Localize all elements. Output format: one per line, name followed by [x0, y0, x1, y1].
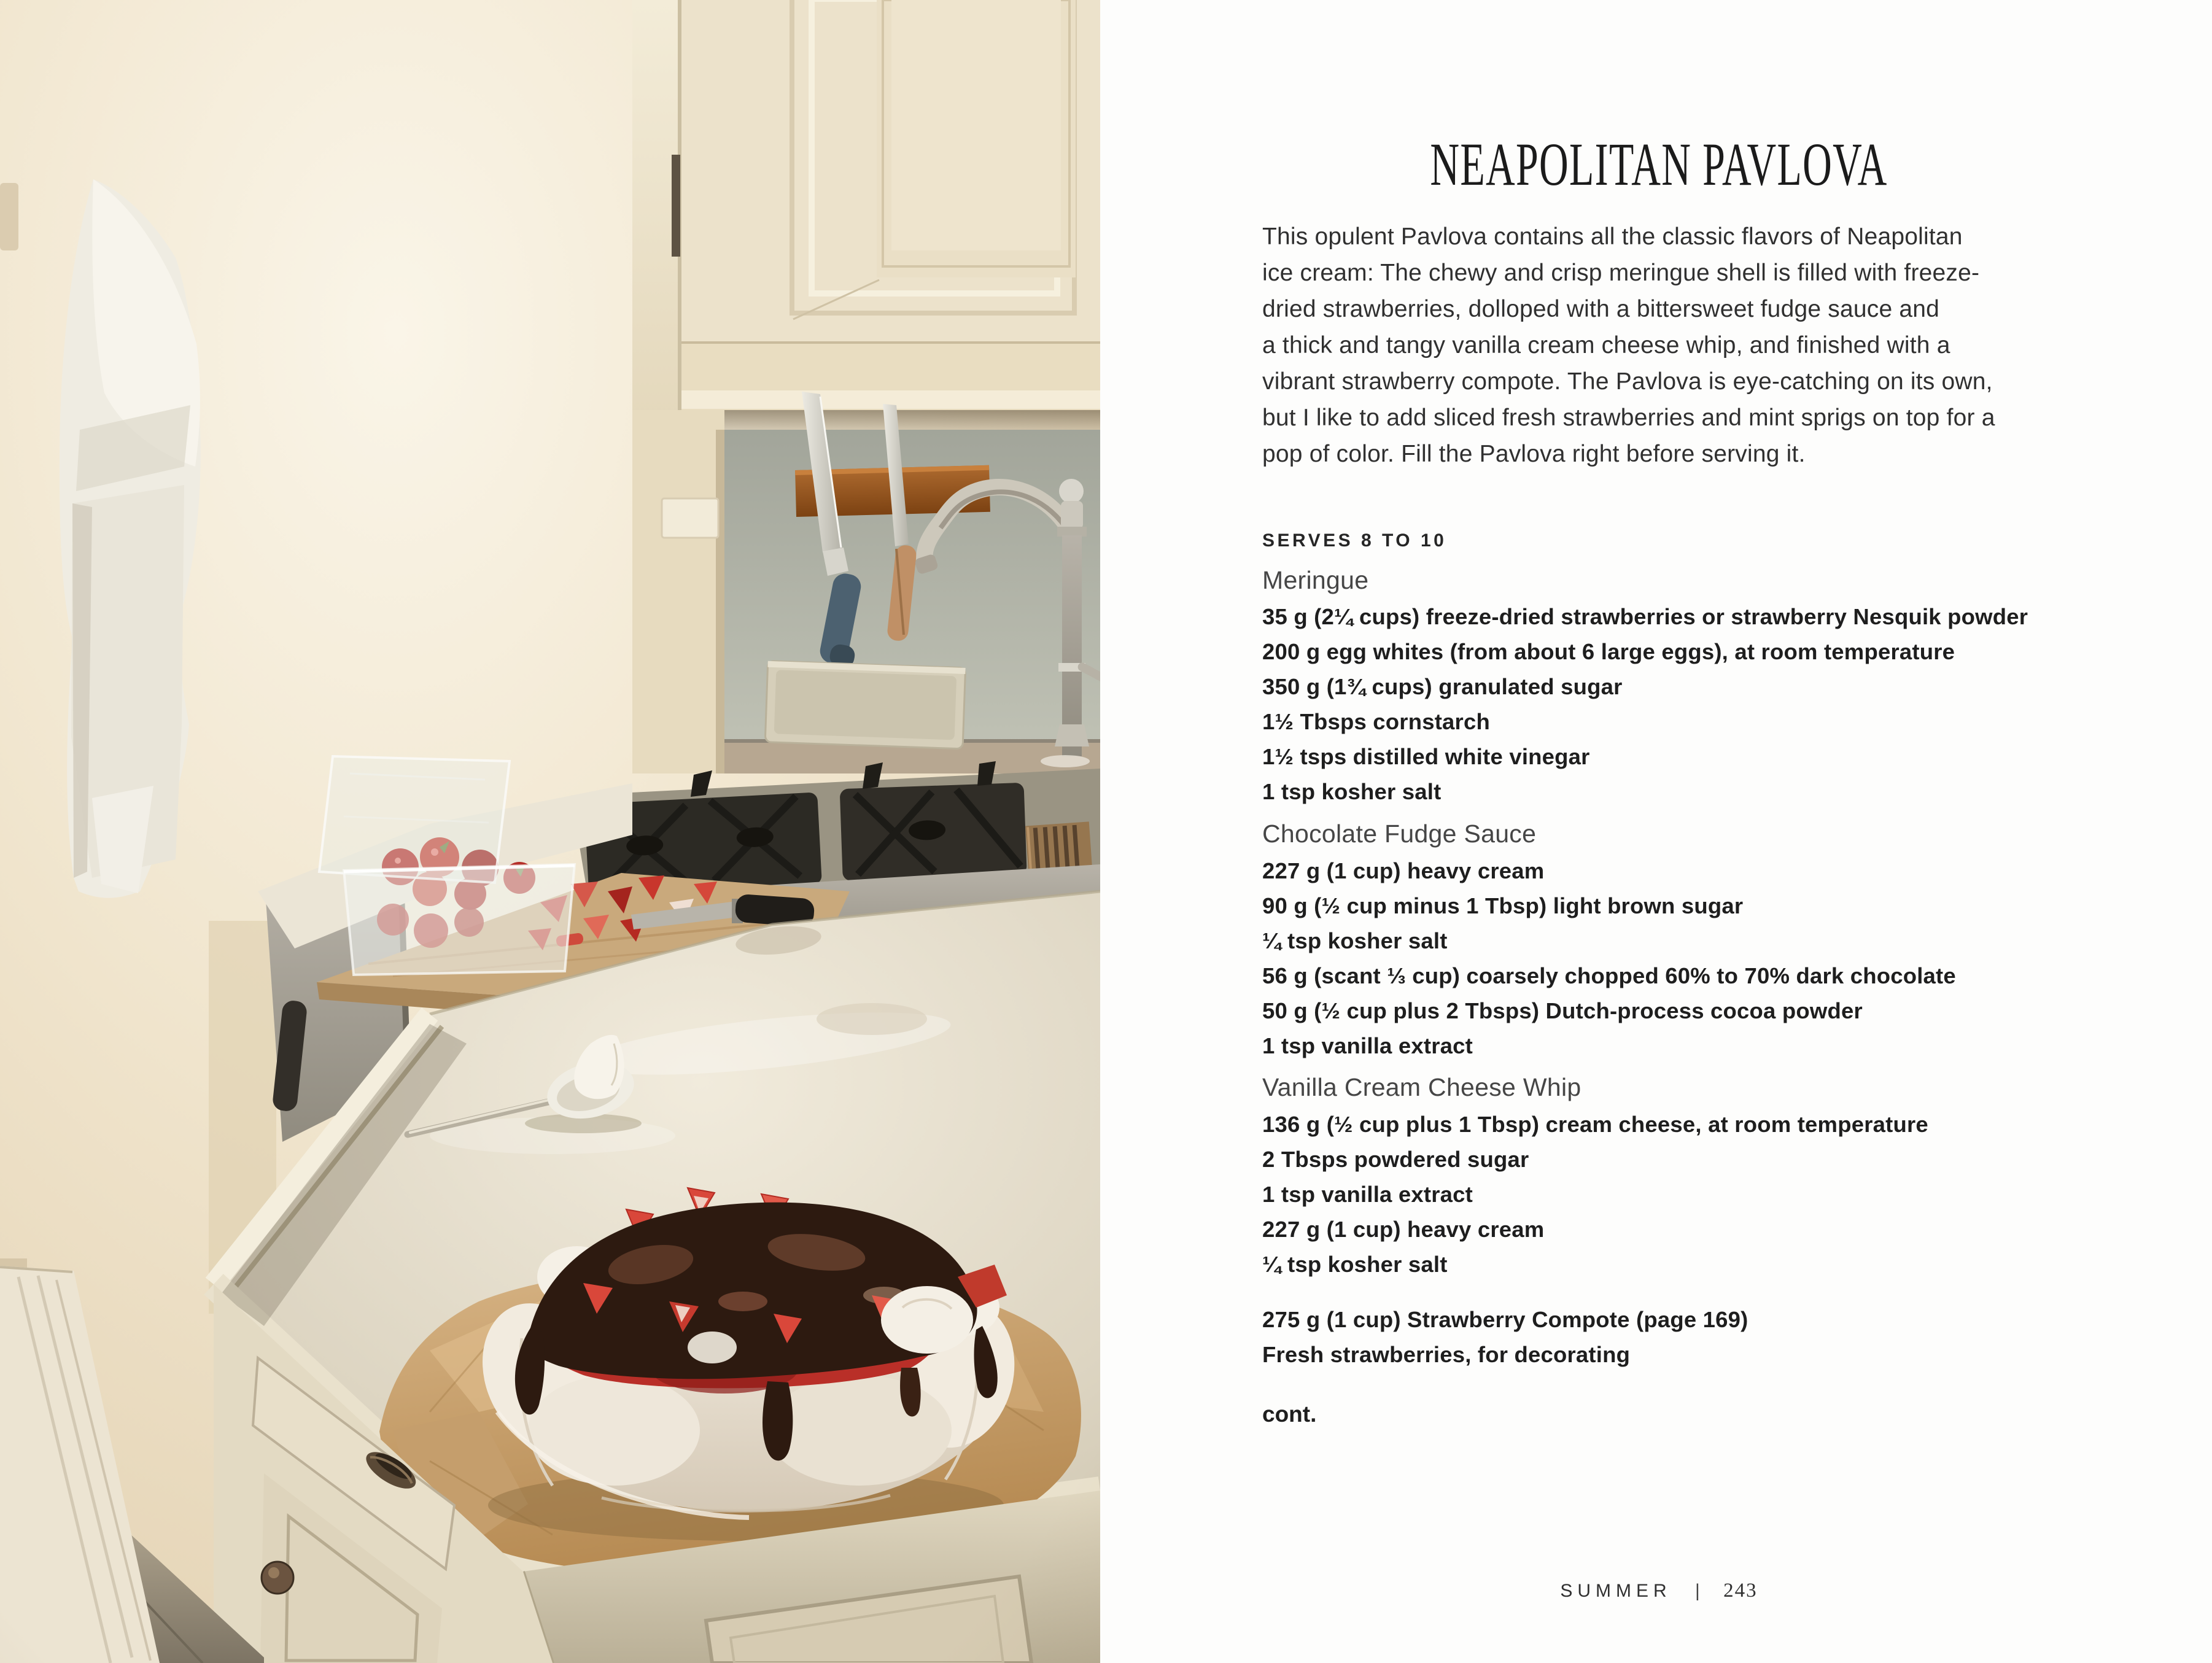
- intro-line: dried strawberries, dolloped with a bittersweet fudge sauce and: [1262, 296, 1940, 322]
- recipe-page: [1100, 0, 2212, 1663]
- ingredient: 1½ tsps distilled white vinegar: [1262, 744, 1590, 769]
- intro-line: but I like to add sliced fresh strawberries and mint sprigs on top for a: [1262, 405, 1995, 431]
- ingredient-list-vanilla-cream-cheese-whip: [1262, 1107, 2055, 1282]
- ingredient: 56 g (scant ⅓ cup) coarsely chopped 60% to 70% dark chocolate: [1262, 963, 1956, 988]
- serves-label: SERVES 8 TO 10: [1262, 530, 1447, 551]
- ingredient: Fresh strawberries, for decorating: [1262, 1342, 1631, 1367]
- recipe-intro: [1262, 219, 2055, 472]
- photo-vignette: [0, 0, 1100, 1663]
- ingredient: ¼ tsp kosher salt: [1262, 1252, 1448, 1277]
- ingredient: 275 g (1 cup) Strawberry Compote (page 169): [1262, 1307, 1748, 1332]
- ingredient: 227 g (1 cup) heavy cream: [1262, 1217, 1545, 1242]
- footer-page-number: 243: [1723, 1580, 1758, 1602]
- ingredient: 227 g (1 cup) heavy cream: [1262, 858, 1545, 883]
- ingredient: 200 g egg whites (from about 6 large eggs), at room temperature: [1262, 639, 1955, 664]
- ingredient: 1 tsp kosher salt: [1262, 779, 1442, 804]
- section-label-chocolate-fudge-sauce: Chocolate Fudge Sauce: [1262, 820, 1537, 848]
- ingredient: 1 tsp vanilla extract: [1262, 1033, 1473, 1058]
- photo-page: [0, 0, 1100, 1663]
- ingredient: 90 g (½ cup minus 1 Tbsp) light brown sugar: [1262, 893, 1744, 918]
- ingredient: 136 g (½ cup plus 1 Tbsp) cream cheese, at room temperature: [1262, 1112, 1928, 1137]
- section-label-vanilla-cream-cheese-whip: Vanilla Cream Cheese Whip: [1262, 1073, 1581, 1101]
- page-footer: [1262, 1581, 2055, 1600]
- intro-line: ice cream: The chewy and crisp meringue shell is filled with freeze-: [1262, 260, 1980, 286]
- ingredient: 50 g (½ cup plus 2 Tbsps) Dutch-process cocoa powder: [1262, 998, 1863, 1023]
- ingredient-list-meringue: [1262, 599, 2055, 809]
- intro-line: a thick and tangy vanilla cream cheese whip, and finished with a: [1262, 332, 1950, 359]
- intro-line: vibrant strawberry compote. The Pavlova is eye-catching on its own,: [1262, 368, 1993, 395]
- extra-ingredient-list: [1262, 1302, 2055, 1372]
- recipe-title: NEAPOLITAN PAVLOVA: [1430, 130, 1888, 198]
- ingredient: 2 Tbsps powdered sugar: [1262, 1147, 1529, 1172]
- continuation-marker: cont.: [1262, 1401, 1317, 1427]
- intro-line: This opulent Pavlova contains all the classic flavors of Neapolitan: [1262, 223, 1963, 250]
- ingredient: 35 g (2¼ cups) freeze-dried strawberries or strawberry Nesquik powder: [1262, 604, 2028, 629]
- ingredient: 1½ Tbsps cornstarch: [1262, 709, 1490, 734]
- ingredient-list-chocolate-fudge-sauce: [1262, 853, 2055, 1063]
- ingredient: ¼ tsp kosher salt: [1262, 928, 1448, 953]
- footer-divider: |: [1695, 1581, 1700, 1601]
- kitchen-photo: [0, 0, 1100, 1663]
- section-label-meringue: Meringue: [1262, 566, 1369, 594]
- ingredient: 350 g (1¾ cups) granulated sugar: [1262, 674, 1623, 699]
- intro-line: pop of color. Fill the Pavlova right before serving it.: [1262, 441, 1806, 467]
- footer-season: SUMMER: [1560, 1581, 1672, 1601]
- ingredient: 1 tsp vanilla extract: [1262, 1182, 1473, 1207]
